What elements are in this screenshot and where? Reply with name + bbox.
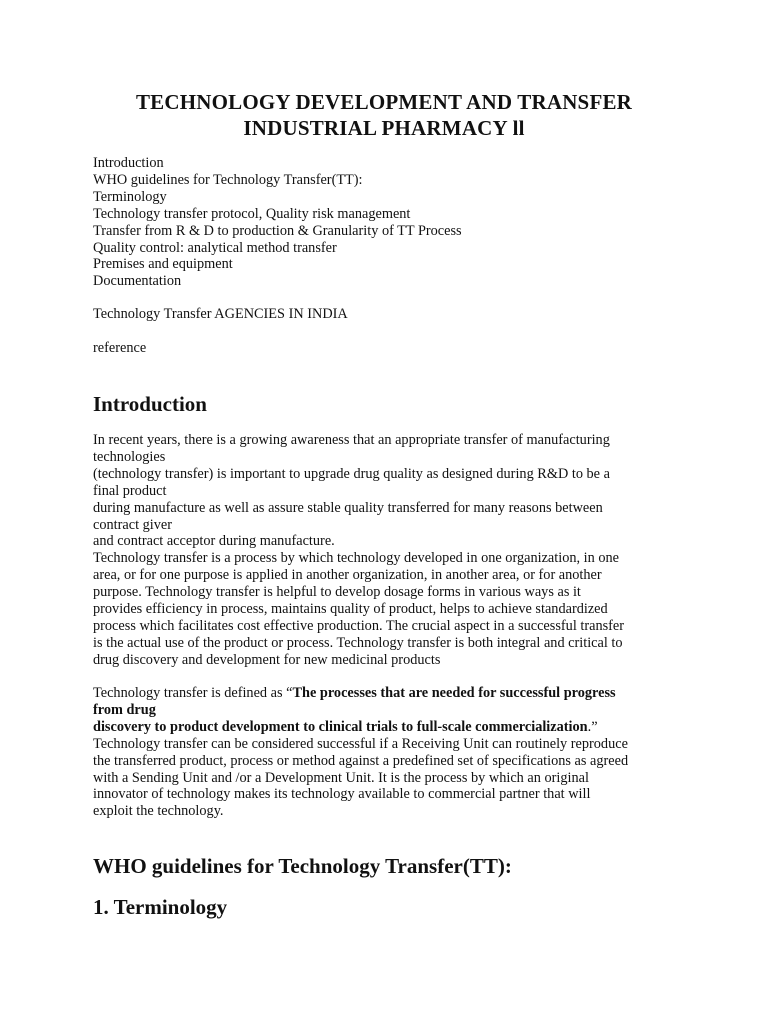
toc-item: Transfer from R & D to production & Granularity of TT Process [93, 222, 462, 239]
paragraph-line: the transferred product, process or method against a predefined set of specifications as agreed [93, 752, 629, 769]
intro-paragraph [93, 432, 678, 669]
paragraph-line: innovator of technology makes its technology available to commercial partner that will [93, 786, 591, 803]
paragraph-line: In recent years, there is a growing awareness that an appropriate transfer of manufacturing [93, 432, 610, 448]
paragraph-line: Technology transfer is a process by which technology developed in one organization, in one [93, 550, 619, 567]
toc-item: Terminology [93, 188, 167, 205]
document-title-line1: TECHNOLOGY DEVELOPMENT AND TRANSFER [135, 90, 633, 114]
paragraph-line: process which facilitates cost effective production. The crucial aspect in a successful transfer [93, 617, 625, 634]
paragraph-line [93, 719, 678, 736]
definition-suffix: .” [587, 718, 598, 735]
paragraph-line: provides efficiency in process, maintains quality of product, helps to achieve standardized [93, 601, 608, 618]
section-heading-terminology: 1. Terminology [93, 895, 228, 919]
paragraph-line: (technology transfer) is important to upgrade drug quality as designed during R&D to be a [93, 465, 610, 482]
paragraph-line: technologies [93, 448, 166, 465]
definition-bold-text: The processes that are needed for successful progress [292, 685, 616, 701]
paragraph-line: drug discovery and development for new medicinal products [93, 651, 441, 668]
paragraph-line: contract giver [93, 516, 172, 533]
paragraph-line: final product [93, 482, 167, 499]
paragraph-line: with a Sending Unit and /or a Development Unit. It is the process by which an original [93, 769, 589, 786]
paragraph-line: purpose. Technology transfer is helpful to develop dosage forms in various ways as it [93, 584, 581, 601]
toc-item: Premises and equipment [93, 256, 233, 273]
toc-item: Quality control: analytical method transfer [93, 239, 337, 256]
definition-bold-text: discovery to product development to clinical trials to full-scale commercialization [93, 718, 588, 735]
toc-item-reference: reference [93, 340, 147, 356]
paragraph-line: during manufacture as well as assure stable quality transferred for many reasons between [93, 499, 603, 516]
paragraph-line: and contract acceptor during manufacture. [93, 533, 335, 550]
toc-item: Technology transfer protocol, Quality risk management [93, 205, 411, 222]
paragraph-line: Technology transfer can be considered successful if a Receiving Unit can routinely reproduce [93, 735, 628, 752]
section-heading-who-guidelines: WHO guidelines for Technology Transfer(TT): [93, 854, 512, 878]
paragraph-line: exploit the technology. [93, 803, 224, 820]
paragraph-line [93, 702, 678, 719]
paragraph-line: area, or for one purpose is applied in another organization, in another area, or for another [93, 567, 602, 584]
definition-bold-text: from drug [93, 701, 156, 718]
toc-item: Introduction [93, 155, 164, 171]
paragraph-line [93, 685, 678, 702]
table-of-contents [93, 155, 462, 290]
definition-prefix: Technology transfer is defined as “ [93, 685, 293, 701]
document-title-line2: INDUSTRIAL PHARMACY ll [243, 116, 525, 140]
toc-item: Documentation [93, 273, 182, 290]
section-heading-introduction: Introduction [93, 392, 207, 416]
toc-item: WHO guidelines for Technology Transfer(TT): [93, 171, 363, 188]
definition-paragraph [93, 685, 678, 820]
paragraph-line: is the actual use of the product or process. Technology transfer is both integral and critical to [93, 634, 623, 651]
toc-item-agencies: Technology Transfer AGENCIES IN INDIA [93, 306, 348, 322]
